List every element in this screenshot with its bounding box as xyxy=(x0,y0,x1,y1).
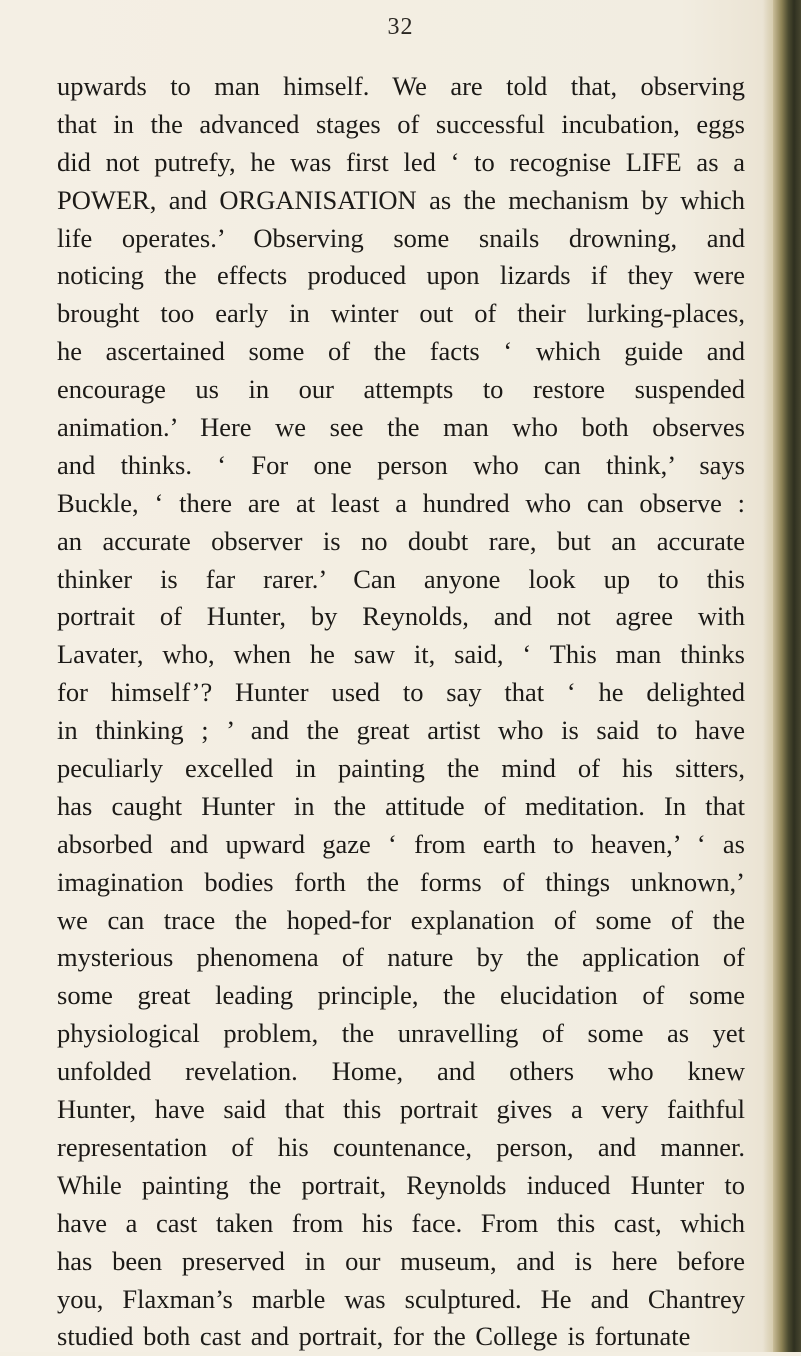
text-line: Hunter, have said that this portrait gives a very faithful xyxy=(57,1094,745,1125)
text-line: brought too early in winter out of their lurking-places, xyxy=(57,298,745,329)
text-line: upwards to man himself. We are told that, observing xyxy=(57,71,745,101)
text-line: mysterious phenomena of nature by the application of xyxy=(57,942,745,973)
text-line: absorbed and upward gaze ‘ from earth to heaven,’ ‘ as xyxy=(57,828,745,859)
text-line: peculiarly excelled in painting the mind of his sitters, xyxy=(57,753,745,784)
text-line: you, Flaxman’s marble was sculptured. He and Chantrey xyxy=(57,1283,745,1314)
text-line: some great leading principle, the elucidation of some xyxy=(57,980,745,1011)
text-line: POWER, and ORGANISATION as the mechanism by which xyxy=(57,184,745,215)
text-line: that in the advanced stages of successful incubation, eggs xyxy=(57,108,745,139)
text-line: While painting the portrait, Reynolds induced Hunter to xyxy=(57,1169,745,1200)
text-line: has caught Hunter in the attitude of meditation. In that xyxy=(57,790,745,821)
text-line: portrait of Hunter, by Reynolds, and not agree with xyxy=(57,601,745,632)
text-line: for himself’? Hunter used to say that ‘ he delighted xyxy=(57,677,745,708)
text-line: animation.’ Here we see the man who both observes xyxy=(57,412,745,443)
page-gutter-shadow xyxy=(763,0,773,1352)
text-line: Buckle, ‘ there are at least a hundred who can observe : xyxy=(57,487,745,518)
text-line: has been preserved in our museum, and is here before xyxy=(57,1245,745,1276)
text-line: have a cast taken from his face. From this cast, which xyxy=(57,1207,745,1238)
text-line: thinker is far rarer.’ Can anyone look up to this xyxy=(57,563,745,594)
page-number: 32 xyxy=(387,14,414,40)
text-line: physiological problem, the unravelling of some as yet xyxy=(57,1018,745,1049)
text-line: in thinking ; ’ and the great artist who is said to have xyxy=(57,715,745,746)
text-line: representation of his countenance, person, and manner. xyxy=(57,1131,745,1162)
text-line: and thinks. ‘ For one person who can think,’ says xyxy=(57,449,745,480)
text-line: life operates.’ Observing some snails drowning, and xyxy=(57,222,745,253)
text-line: studied both cast and portrait, for the College is fortunate xyxy=(57,1321,691,1352)
body-text xyxy=(57,68,745,1356)
text-line: Lavater, who, when he saw it, said, ‘ This man thinks xyxy=(57,639,745,670)
text-line: we can trace the hoped-for explanation of some of the xyxy=(57,904,745,935)
text-line: encourage us in our attempts to restore suspended xyxy=(57,374,745,405)
text-line: an accurate observer is no doubt rare, but an accurate xyxy=(57,525,745,556)
text-line: unfolded revelation. Home, and others who knew xyxy=(57,1056,745,1087)
text-line: did not putrefy, he was first led ‘ to recognise LIFE as a xyxy=(57,146,745,177)
text-line: he ascertained some of the facts ‘ which guide and xyxy=(57,336,745,367)
text-line: imagination bodies forth the forms of things unknown,’ xyxy=(57,866,745,897)
text-line: noticing the effects produced upon lizards if they were xyxy=(57,260,745,291)
book-binding-edge xyxy=(773,0,801,1352)
